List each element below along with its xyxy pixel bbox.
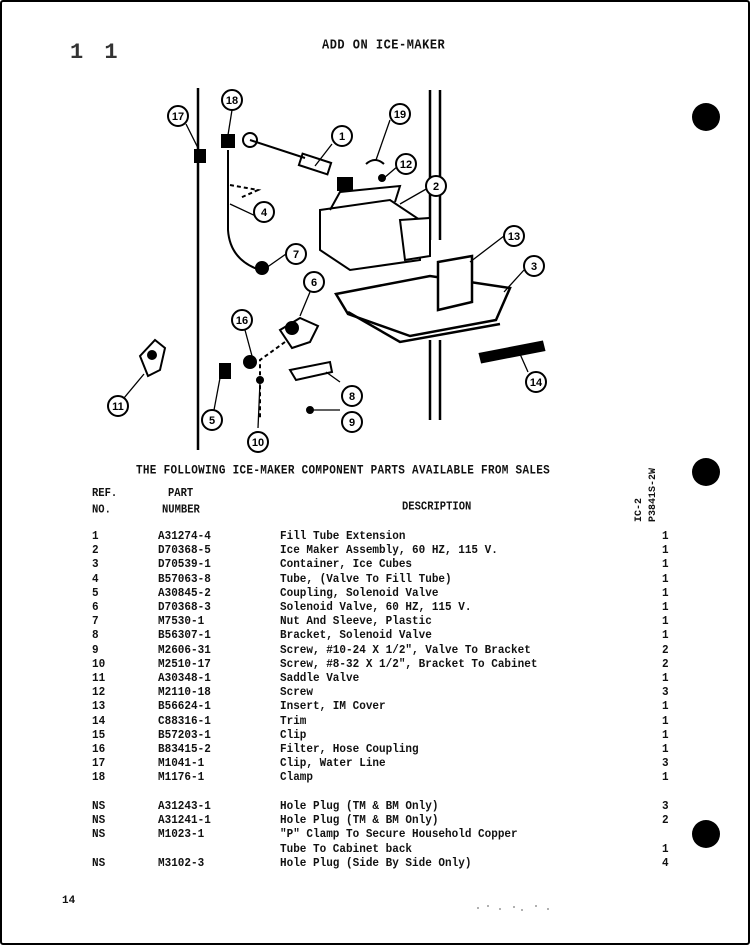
quantity-cell: 1 [662, 629, 669, 643]
description-cell: Trim [280, 714, 307, 729]
scan-smudge [470, 900, 560, 914]
clip [366, 160, 384, 164]
description-cell: Container, Ice Cubes [280, 558, 413, 572]
svg-text:8: 8 [348, 391, 356, 403]
table-row-ns [0, 843, 750, 857]
part-number-cell: A30348-1 [158, 672, 211, 686]
quantity-cell: 1 [662, 743, 669, 757]
description-cell: Clip, Water Line [280, 757, 386, 771]
callout-16 [232, 310, 252, 330]
svg-text:14: 14 [529, 377, 543, 389]
svg-text:11: 11 [112, 401, 124, 413]
callout-19 [390, 104, 410, 124]
im-cover-insert [438, 256, 472, 310]
ref-cell: 9 [92, 643, 99, 658]
table-row [0, 601, 750, 615]
description-cell: Coupling, Solenoid Valve [280, 587, 439, 601]
svg-text:2: 2 [432, 181, 440, 193]
description-cell: "P" Clamp To Secure Household Copper [280, 828, 518, 842]
part-number-cell: M2110-18 [158, 686, 211, 700]
svg-text:3: 3 [530, 261, 538, 273]
table-row [0, 615, 750, 629]
ref-cell: 10 [92, 658, 106, 672]
description-cell: Bracket, Solenoid Valve [280, 629, 432, 643]
svg-text:9: 9 [348, 417, 356, 429]
callout-17 [168, 106, 188, 126]
table-row [0, 587, 750, 601]
description-cell: Clamp [280, 771, 314, 785]
punch-hole-top [692, 103, 720, 131]
tube-route [230, 185, 258, 198]
quantity-cell: 3 [662, 757, 669, 771]
callout-10 [248, 432, 268, 452]
page-number: 14 [62, 895, 76, 907]
svg-text:6: 6 [310, 277, 318, 289]
solenoid-coil [286, 322, 298, 334]
description-cell: Tube To Cabinet back [280, 842, 413, 857]
quantity-cell: 1 [662, 771, 669, 785]
table-row [0, 771, 750, 785]
part-number-cell: D70539-1 [158, 558, 211, 572]
quantity-cell: 2 [662, 643, 669, 658]
description-cell: Screw, #10-24 X 1/2", Valve To Bracket [280, 643, 531, 658]
coupling-solenoid-valve [244, 356, 256, 368]
callout-13 [504, 226, 524, 246]
quantity-cell: 1 [662, 530, 669, 544]
ref-cell: 14 [92, 714, 106, 729]
svg-text:5: 5 [208, 415, 216, 427]
table-row [0, 743, 750, 757]
part-number-cell: B57203-1 [158, 729, 211, 743]
ref-cell: 8 [92, 629, 99, 643]
callout-14 [526, 372, 546, 392]
part-number-cell: C88316-1 [158, 714, 211, 729]
table-row [0, 573, 750, 587]
table-row [0, 686, 750, 700]
ref-cell: 6 [92, 601, 99, 615]
table-row [0, 757, 750, 771]
part-number-cell: A31274-4 [158, 530, 211, 544]
trim [480, 342, 544, 362]
svg-text:4: 4 [260, 207, 268, 219]
table-row [0, 629, 750, 643]
callout-18 [222, 90, 242, 110]
svg-text:16: 16 [235, 315, 249, 327]
quantity-cell: 3 [662, 686, 669, 700]
quantity-cell: 1 [662, 842, 669, 857]
description-cell: Hole Plug (TM & BM Only) [280, 800, 439, 814]
svg-text:10: 10 [251, 437, 265, 449]
callout-11 [108, 396, 128, 416]
quantity-cell: 1 [662, 714, 669, 729]
ref-cell: 13 [92, 700, 106, 714]
callout-3 [524, 256, 544, 276]
table-row-ns [0, 800, 750, 814]
part-number-cell: M1176-1 [158, 771, 205, 785]
table-row [0, 729, 750, 743]
quantity-cell: 3 [662, 800, 669, 814]
table-row [0, 530, 750, 544]
ref-cell: 11 [92, 672, 106, 686]
table-row [0, 715, 750, 729]
table-row [0, 700, 750, 714]
description-cell: Screw [280, 686, 314, 700]
ref-cell: 12 [92, 686, 106, 700]
part-number-cell: D70368-5 [158, 544, 211, 558]
part-number-cell: M1023-1 [158, 828, 205, 842]
part-number-cell: M3102-3 [158, 857, 205, 871]
callout-leader [124, 374, 144, 398]
quantity-cell: 2 [662, 658, 669, 672]
description-cell: Insert, IM Cover [280, 700, 386, 714]
svg-text:1: 1 [338, 131, 346, 143]
filter-hose-coupling [220, 364, 230, 378]
col-header-part: PART NUMBER [162, 487, 200, 517]
ref-cell: 16 [92, 743, 106, 757]
ref-cell: 1 [92, 530, 99, 544]
ice-maker-diagram [100, 80, 580, 460]
callout-leader [376, 120, 390, 160]
callout-leader [300, 292, 310, 316]
callout-6 [304, 272, 324, 292]
ref-cell: 5 [92, 587, 99, 601]
quantity-cell: 4 [662, 857, 669, 871]
quantity-cell: 1 [662, 615, 669, 629]
svg-text:19: 19 [393, 109, 407, 121]
description-cell: Screw, #8-32 X 1/2", Bracket To Cabinet [280, 658, 538, 672]
ref-cell: NS [92, 800, 106, 814]
quantity-cell: 1 [662, 601, 669, 615]
description-cell: Clip [280, 729, 307, 743]
ice-maker-housing [400, 218, 430, 260]
page-title: ADD ON ICE-MAKER [322, 36, 446, 54]
callout-1 [332, 126, 352, 146]
callout-leader [470, 236, 504, 262]
quantity-cell: 1 [662, 587, 669, 601]
ref-cell: NS [92, 828, 106, 842]
callout-leader [245, 330, 252, 356]
table-row [0, 644, 750, 658]
ref-cell: 4 [92, 572, 99, 587]
callout-4 [254, 202, 274, 222]
side-code-line-1: IC-2 [634, 497, 645, 522]
callout-leader [326, 372, 340, 382]
ref-cell: NS [92, 857, 106, 871]
table-row [0, 672, 750, 686]
solenoid-valve [280, 318, 318, 348]
table-row [0, 658, 750, 672]
bracket-solenoid-valve [290, 362, 332, 380]
callout-leader [228, 110, 232, 135]
callout-leader [504, 270, 524, 292]
svg-text:17: 17 [171, 111, 185, 123]
part-number-cell: B83415-2 [158, 743, 211, 757]
punch-hole-middle [692, 458, 720, 486]
ref-cell: 15 [92, 729, 106, 743]
table-row [0, 558, 750, 572]
part-number-cell: A31243-1 [158, 800, 211, 814]
quantity-cell: 1 [662, 572, 669, 587]
callout-leader [400, 188, 428, 204]
ref-cell: 17 [92, 757, 106, 771]
callout-9 [342, 412, 362, 432]
table-row-ns [0, 828, 750, 842]
callout-8 [342, 386, 362, 406]
ref-cell: NS [92, 814, 106, 828]
callout-12 [396, 154, 416, 174]
description-cell: Saddle Valve [280, 672, 360, 686]
part-number-cell: B56624-1 [158, 700, 211, 714]
description-cell: Nut And Sleeve, Plastic [280, 615, 432, 629]
quantity-cell: 1 [662, 672, 669, 686]
ice-maker-fitting [338, 178, 352, 190]
description-cell: Fill Tube Extension [280, 530, 406, 544]
callout-5 [202, 410, 222, 430]
col-header-description: DESCRIPTION [402, 500, 472, 514]
callout-leader [520, 354, 528, 372]
description-cell: Ice Maker Assembly, 60 HZ, 115 V. [280, 544, 498, 558]
part-number-cell: D70368-3 [158, 601, 211, 615]
quantity-cell: 1 [662, 700, 669, 714]
callout-2 [426, 176, 446, 196]
side-code [632, 462, 672, 522]
callout-leader [214, 378, 220, 410]
table-row-ns [0, 857, 750, 871]
corner-mark: 1 1 [70, 40, 122, 65]
quantity-cell: 1 [662, 729, 669, 743]
callout-7 [286, 244, 306, 264]
ref-cell: 2 [92, 544, 99, 558]
description-cell: Solenoid Valve, 60 HZ, 115 V. [280, 601, 472, 615]
fill-tube-line [250, 140, 305, 158]
table-row-ns [0, 814, 750, 828]
ref-cell: 7 [92, 615, 99, 629]
part-number-cell: M1041-1 [158, 757, 205, 771]
svg-text:7: 7 [292, 249, 300, 261]
availability-heading: THE FOLLOWING ICE-MAKER COMPONENT PARTS AVAILABLE FROM SALES [136, 463, 551, 479]
description-cell: Tube, (Valve To Fill Tube) [280, 572, 452, 587]
col-header-ref: REF. NO. [92, 487, 118, 517]
part-number-cell: M7530-1 [158, 615, 205, 629]
ref-cell: 3 [92, 558, 99, 572]
svg-text:12: 12 [399, 159, 413, 171]
quantity-cell: 1 [662, 558, 669, 572]
part-number-cell: M2510-17 [158, 658, 211, 672]
side-code-line-2: P3841S-2W [648, 467, 659, 522]
part-number-cell: A31241-1 [158, 814, 211, 828]
description-cell: Filter, Hose Coupling [280, 743, 419, 757]
description-cell: Hole Plug (TM & BM Only) [280, 814, 439, 828]
quantity-cell: 2 [662, 814, 669, 828]
description-cell: Hole Plug (Side By Side Only) [280, 857, 472, 871]
part-number-cell: B56307-1 [158, 629, 211, 643]
part-number-cell: M2606-31 [158, 643, 211, 658]
part-number-cell: A30845-2 [158, 587, 211, 601]
svg-text:13: 13 [507, 231, 521, 243]
table-row [0, 544, 750, 558]
callout-leader [266, 254, 286, 268]
quantity-cell: 1 [662, 544, 669, 558]
svg-text:18: 18 [225, 95, 239, 107]
part-number-cell: B57063-8 [158, 572, 211, 587]
saddle-valve-knob [148, 351, 156, 359]
clamp [222, 135, 234, 147]
ref-cell: 18 [92, 771, 106, 785]
